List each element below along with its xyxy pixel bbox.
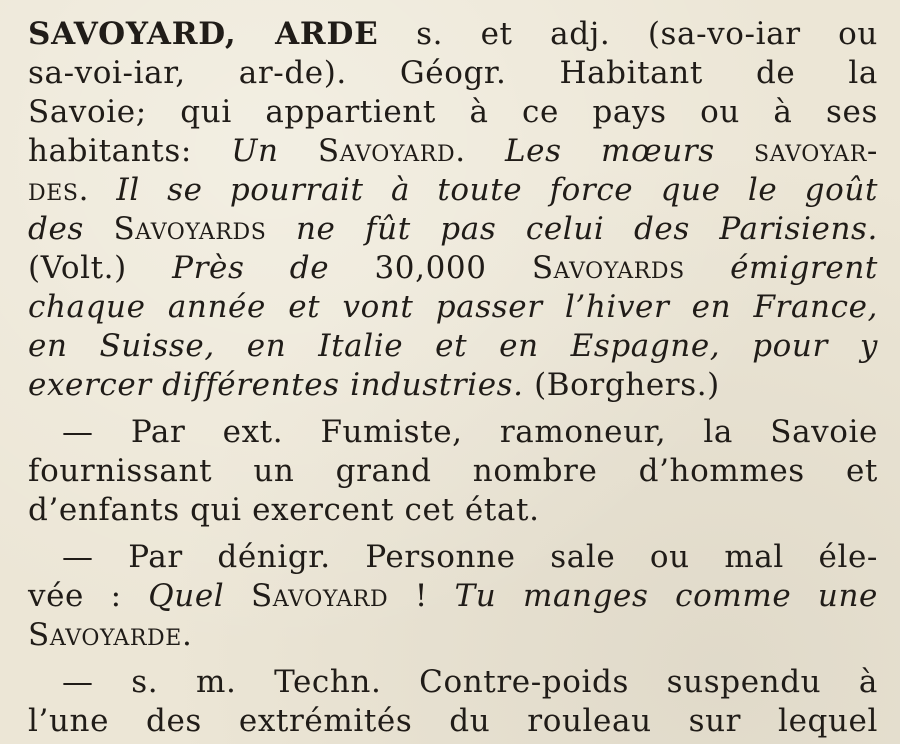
entry-line [28,132,878,171]
punctuation: . [181,617,193,653]
punctuation: ! [388,578,455,614]
small-caps-word: Savoyarde [28,617,182,653]
sense-line [28,577,878,616]
sense-line [28,413,878,452]
entry-line [28,288,878,327]
sense-text: d’enfants qui exercent cet état. [28,492,540,528]
small-caps-word: Savoyards [531,250,685,286]
entry-line [28,171,878,210]
definition-text: Savoie; qui appartient à ce pays ou à ses [28,94,878,130]
entry-paragraph [28,15,878,405]
pronunciation-text: s. et adj. (sa-vo-iar ou [378,16,878,52]
entry-line [28,366,878,405]
sense-text: vée : [28,578,149,614]
small-caps-word: Savoyard [317,133,456,169]
sense-text: — Par dénigr. Personne sale ou mal éle- [62,539,878,575]
entry-line [28,327,878,366]
small-caps-word: savoyar- [754,133,878,169]
entry-line [28,249,878,288]
small-caps-word: des [28,172,79,208]
sense-line [28,663,878,702]
sense-line [28,538,878,577]
entry-line [28,93,878,132]
small-caps-word: Savoyards [113,211,267,247]
entry-line [28,15,878,54]
sense-text: fournissant un grand nombre d’hommes et [28,453,878,489]
sense-line [28,452,878,491]
number-text: 30,000 [374,250,532,286]
sense-line [28,616,878,655]
citation-source: (Borghers.) [534,367,720,403]
quotation-text: en Suisse, en Italie et en Espagne, pour y [28,328,878,364]
sense-paragraph [28,413,878,530]
punctuation: . [455,133,505,169]
quotation-text: exercer différentes industries. [28,367,535,403]
quotation-text: ne fût pas celui des Parisiens. [266,211,878,247]
example-text: Un [231,133,318,169]
definition-text: sa-voi-iar, ar-de). Géogr. Habitant de la [28,55,878,91]
quotation-text: émigrent [684,250,878,286]
quotation-text: Il se pourrait à toute force que le goût [116,172,878,208]
example-text: Quel [148,578,251,614]
entry-line [28,54,878,93]
quotation-text: Près de [172,250,375,286]
example-text: Les mœurs [504,133,755,169]
example-text: Tu manges comme une [454,578,878,614]
sense-line [28,702,878,741]
headword: SAVOYARD, ARDE [28,16,379,52]
sense-paragraph [28,663,878,741]
small-caps-word: Savoyard [250,578,389,614]
entry-line [28,210,878,249]
citation-source: (Volt.) [28,250,173,286]
sense-text: l’une des extrémités du rouleau sur lequel [28,703,878,739]
definition-text: habitants: [28,133,232,169]
sense-text: — Par ext. Fumiste, ramoneur, la Savoie [62,414,878,450]
sense-text: — s. m. Techn. Contre-poids suspendu à [62,664,878,700]
sense-paragraph [28,538,878,655]
punctuation: . [78,172,117,208]
quotation-text: chaque année et vont passer l’hiver en France, [28,289,878,325]
sense-line [28,491,878,530]
quotation-text: des [28,211,114,247]
